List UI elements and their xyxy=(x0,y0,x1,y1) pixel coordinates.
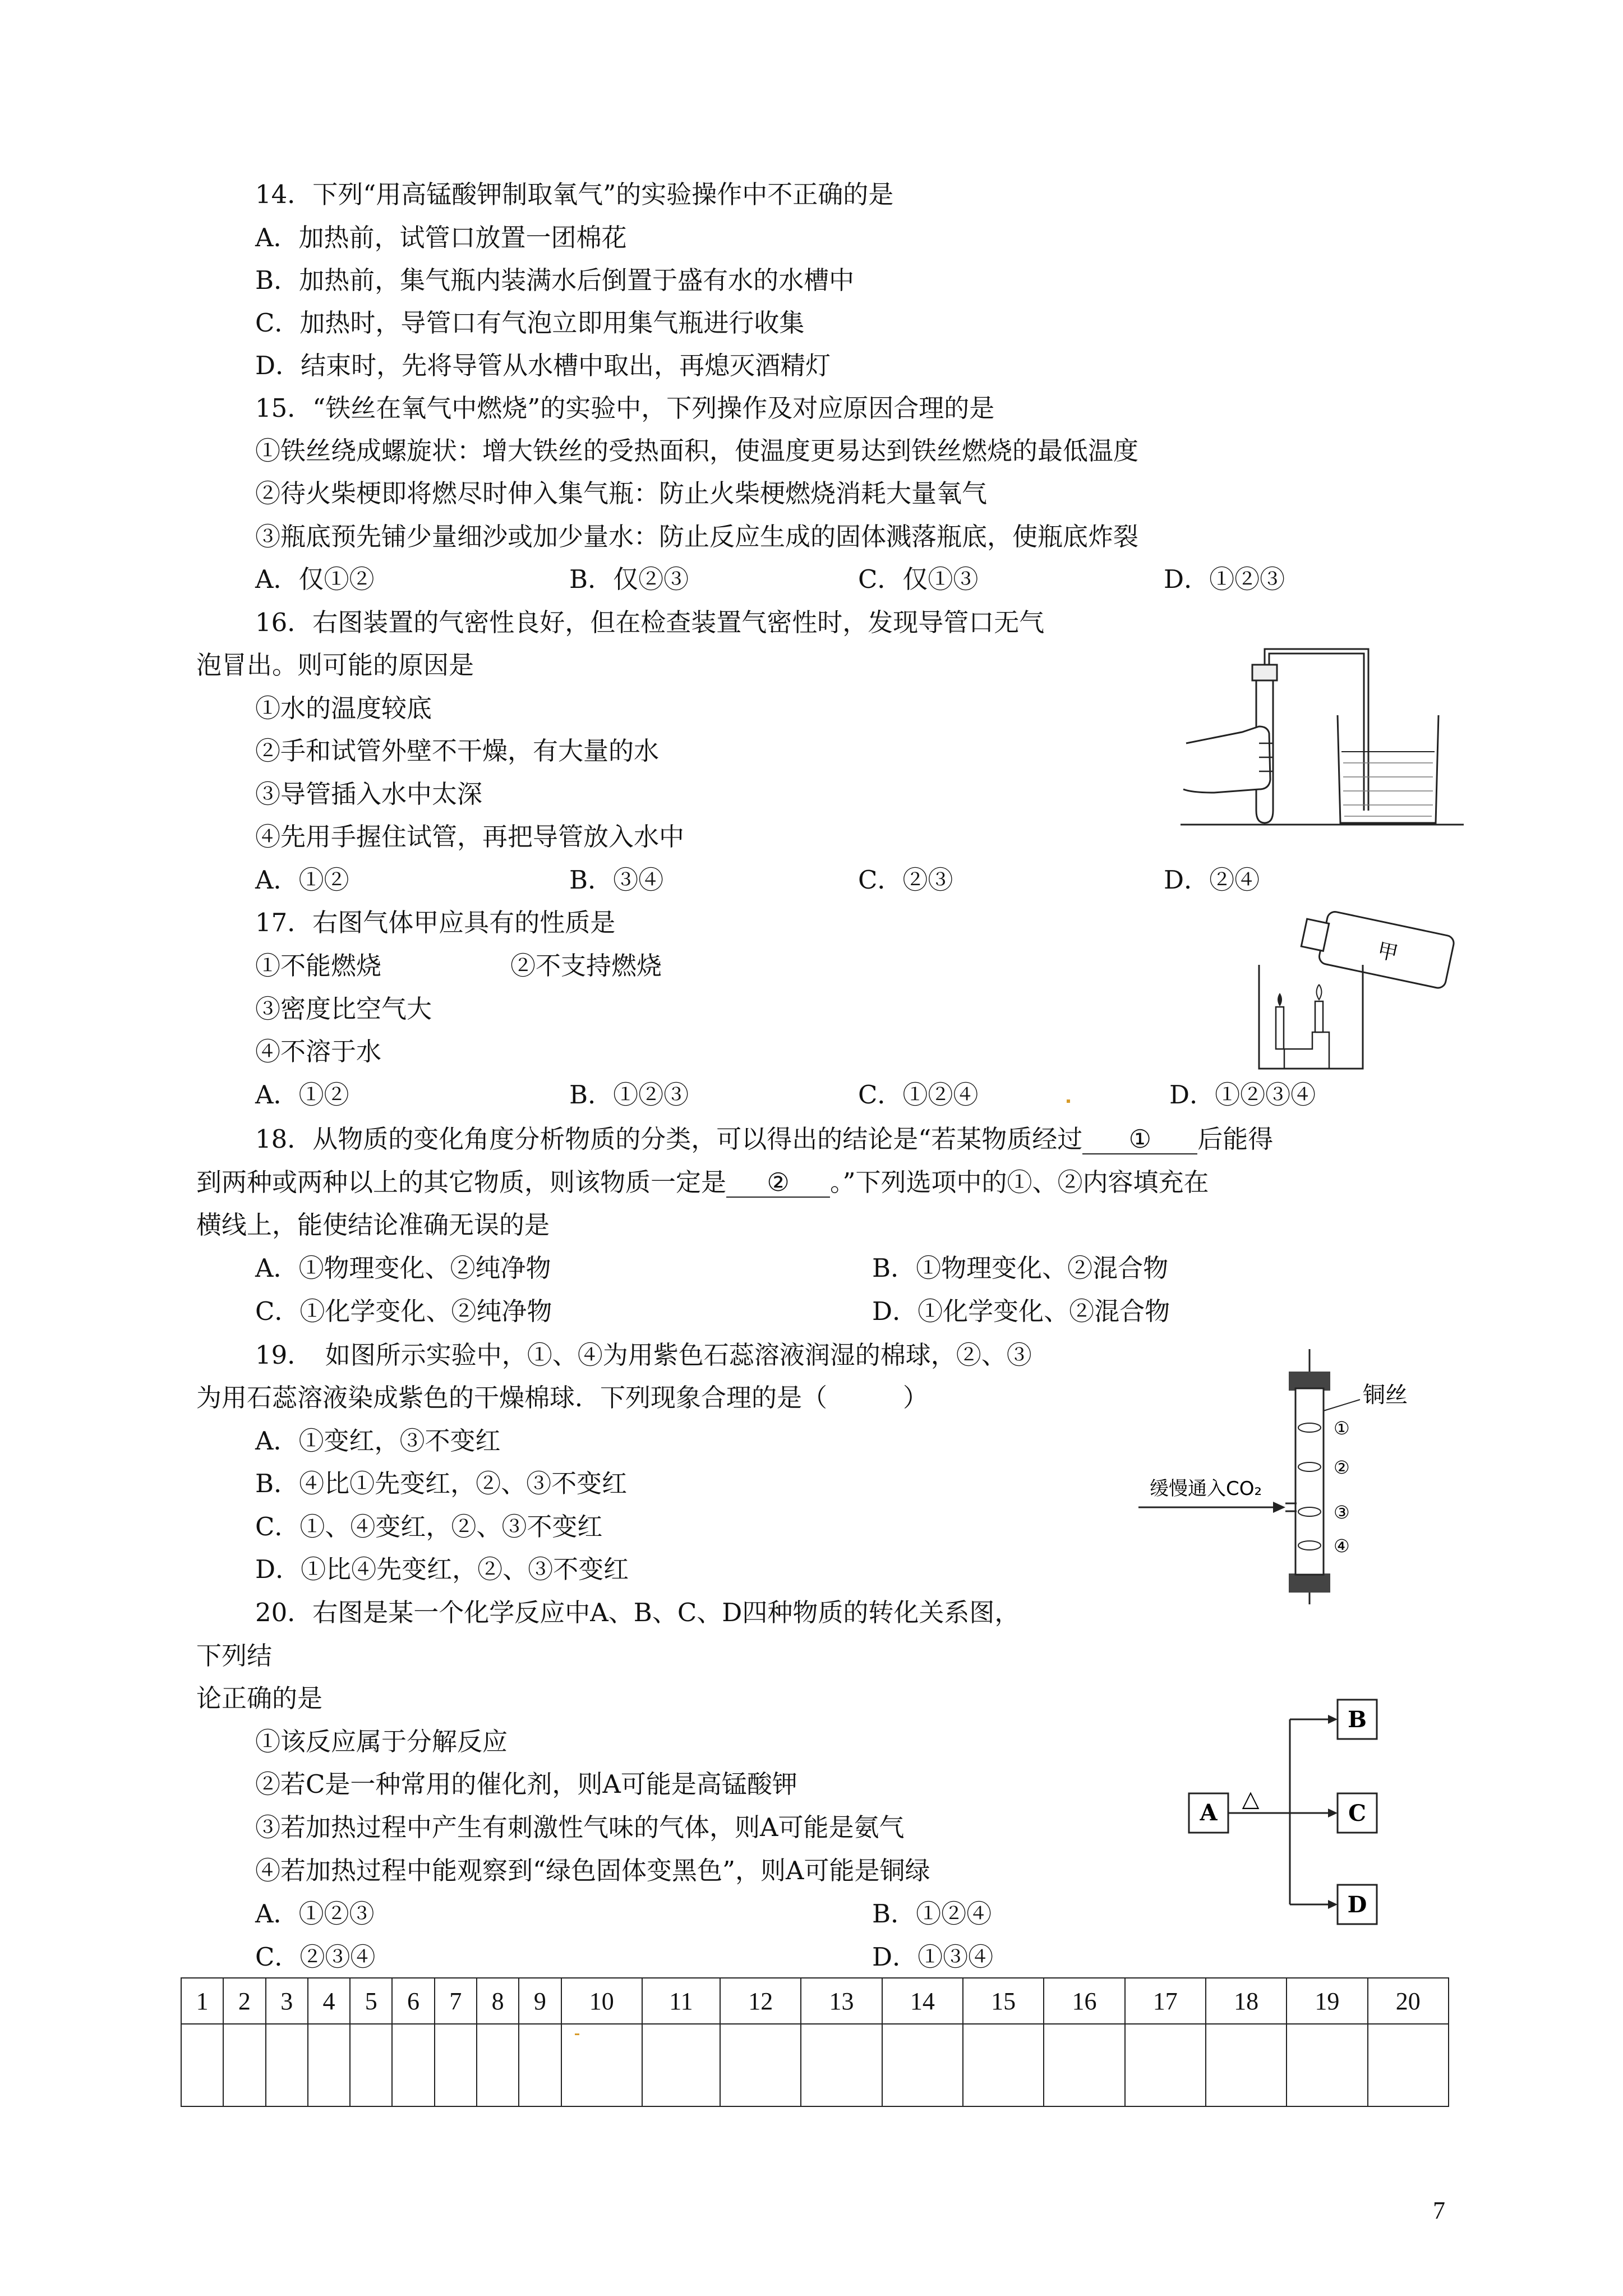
q19-option-a: A．①变红，③不变红 xyxy=(255,1426,501,1456)
q17-statement-3: ③密度比空气大 xyxy=(255,994,432,1024)
q19-option-b: B．④比①先变红，②、③不变红 xyxy=(255,1469,628,1498)
answer-cell[interactable] xyxy=(519,2024,561,2106)
answer-cell[interactable] xyxy=(963,2024,1044,2106)
q20-option-a: A．①②③ xyxy=(255,1899,375,1929)
q17-gas-pouring-figure xyxy=(1251,909,1458,1071)
answer-number: 17 xyxy=(1125,1978,1206,2024)
q17-option-d: D．①②③④ xyxy=(1169,1080,1316,1110)
q17-option-b: B．①②③ xyxy=(569,1080,689,1110)
q17-option-c: C．①②④ xyxy=(858,1080,979,1110)
gas-label: 甲 xyxy=(1375,939,1400,966)
q18-line2 xyxy=(196,1166,1209,1199)
q16-statement-2: ②手和试管外壁不干燥，有大量的水 xyxy=(255,736,660,766)
q20-stem-line2: 下列结 xyxy=(196,1641,273,1671)
q19-option-d: D．①比④先变红，②、③不变红 xyxy=(255,1554,629,1584)
ball-1-label: ① xyxy=(1334,1418,1350,1439)
q15-statement-2: ②待火柴梗即将燃尽时伸入集气瓶：防止火柴梗燃烧消耗大量氧气 xyxy=(255,478,988,508)
answer-cell[interactable] xyxy=(266,2024,308,2106)
q14-option-c: C．加热时，导管口有气泡立即用集气瓶进行收集 xyxy=(255,308,805,338)
q18-blank-1: ① xyxy=(1082,1125,1197,1154)
answer-number: 2 xyxy=(223,1978,265,2024)
heat-symbol: △ xyxy=(1242,1786,1260,1812)
q15-option-b: B．仅②③ xyxy=(569,564,689,594)
q14-option-d: D．结束时，先将导管从水槽中取出，再熄灭酒精灯 xyxy=(255,351,831,380)
answer-cell[interactable] xyxy=(223,2024,265,2106)
answer-number: 10 xyxy=(561,1978,642,2024)
answer-number: 16 xyxy=(1044,1978,1124,2024)
stray-mark xyxy=(1067,1099,1070,1103)
q18-line1-start: 18．从物质的变化角度分析物质的分类，可以得出的结论是“若某物质经过 xyxy=(255,1124,1083,1154)
q15-option-d: D．①②③ xyxy=(1164,564,1285,594)
page-number: 7 xyxy=(1433,2197,1445,2224)
answer-cell[interactable] xyxy=(1368,2024,1449,2106)
co2-inlet-label: 缓慢通入CO₂ xyxy=(1150,1478,1262,1500)
answer-number: 5 xyxy=(350,1978,392,2024)
copper-wire-label: 铜丝 xyxy=(1363,1382,1408,1408)
q20-statement-2: ②若C是一种常用的催化剂，则A可能是高锰酸钾 xyxy=(255,1769,797,1799)
q17-statement-2: ②不支持燃烧 xyxy=(510,951,662,981)
q14-stem: 14．下列“用高锰酸钾制取氧气”的实验操作中不正确的是 xyxy=(255,180,894,209)
q18-option-c: C．①化学变化、②纯净物 xyxy=(255,1296,552,1326)
q14-option-a: A．加热前，试管口放置一团棉花 xyxy=(255,223,627,252)
answer-cell[interactable] xyxy=(181,2024,223,2106)
box-c-label: C xyxy=(1348,1800,1366,1826)
answer-cell[interactable] xyxy=(801,2024,882,2106)
gas-bottle-candles-illustration xyxy=(1251,909,1458,1071)
answer-cell[interactable] xyxy=(561,2024,642,2106)
answer-number: 11 xyxy=(642,1978,720,2024)
q17-statement-4: ④不溶于水 xyxy=(255,1037,382,1066)
q16-option-d: D．②④ xyxy=(1164,865,1260,895)
q17-option-a: A．①② xyxy=(255,1080,349,1110)
q19-option-c: C．①、④变红，②、③不变红 xyxy=(255,1512,603,1542)
q16-option-c: C．②③ xyxy=(858,865,953,895)
answer-number: 6 xyxy=(392,1978,434,2024)
test-tube-beaker-illustration xyxy=(1181,642,1464,827)
answer-number: 20 xyxy=(1368,1978,1449,2024)
answer-number: 7 xyxy=(435,1978,477,2024)
answer-table-header-row xyxy=(181,1978,1449,2024)
answer-number: 3 xyxy=(266,1978,308,2024)
ball-4-label: ④ xyxy=(1334,1535,1350,1557)
answer-cell[interactable] xyxy=(1125,2024,1206,2106)
q17-stem: 17．右图气体甲应具有的性质是 xyxy=(255,908,616,937)
q20-option-d: D．①③④ xyxy=(872,1942,994,1972)
q20-reaction-diagram xyxy=(1183,1691,1436,1927)
answer-number: 13 xyxy=(801,1978,882,2024)
q18-option-a: A．①物理变化、②纯净物 xyxy=(255,1253,551,1283)
q15-stem: 15．“铁丝在氧气中燃烧”的实验中，下列操作及对应原因合理的是 xyxy=(255,393,995,423)
q20-statement-3: ③若加热过程中产生有刺激性气味的气体，则A可能是氨气 xyxy=(255,1812,905,1842)
q15-statement-1: ①铁丝绕成螺旋状：增大铁丝的受热面积，使温度更易达到铁丝燃烧的最低温度 xyxy=(255,436,1139,466)
answer-number: 14 xyxy=(882,1978,963,2024)
q20-stem-line1: 20．右图是某一个化学反应中A、B、C、D四种物质的转化关系图， xyxy=(255,1598,1020,1627)
q20-option-b: B．①②④ xyxy=(872,1899,992,1929)
q16-statement-1: ①水的温度较底 xyxy=(255,693,432,723)
co2-glass-tube-illustration xyxy=(1138,1349,1441,1604)
q18-line2-end: 。”下列选项中的①、②内容填充在 xyxy=(830,1167,1209,1197)
q16-option-a: A．①② xyxy=(255,865,349,895)
ball-3-label: ③ xyxy=(1334,1502,1350,1523)
q16-airtightness-figure xyxy=(1181,642,1464,827)
q19-co2-tube-figure xyxy=(1138,1349,1441,1604)
answer-number: 8 xyxy=(477,1978,519,2024)
answer-cell[interactable] xyxy=(1287,2024,1367,2106)
box-d-label: D xyxy=(1347,1892,1367,1918)
answer-number: 19 xyxy=(1287,1978,1367,2024)
box-b-label: B xyxy=(1348,1706,1367,1733)
q19-stem-line2: 为用石蕊溶液染成紫色的干燥棉球．下列现象合理的是（ ） xyxy=(196,1383,929,1412)
q18-option-b: B．①物理变化、②混合物 xyxy=(872,1253,1169,1283)
q18-option-d: D．①化学变化、②混合物 xyxy=(872,1296,1170,1326)
answer-cell[interactable] xyxy=(477,2024,519,2106)
reaction-flow-diagram xyxy=(1183,1691,1436,1927)
q16-stem-line2: 泡冒出。则可能的原因是 xyxy=(196,650,474,680)
q15-option-a: A．仅①② xyxy=(255,564,375,594)
q20-statement-4: ④若加热过程中能观察到“绿色固体变黑色”，则A可能是铜绿 xyxy=(255,1856,930,1885)
answer-table xyxy=(181,1977,1449,2107)
q16-statement-3: ③导管插入水中太深 xyxy=(255,779,483,809)
q16-option-b: B．③④ xyxy=(569,865,664,895)
answer-number: 9 xyxy=(519,1978,561,2024)
q18-blank-2: ② xyxy=(726,1168,830,1198)
stray-mark xyxy=(575,2033,579,2035)
q18-line1 xyxy=(255,1122,1273,1156)
q15-statement-3: ③瓶底预先铺少量细沙或加少量水：防止反应生成的固体溅落瓶底，使瓶底炸裂 xyxy=(255,522,1139,551)
answer-cell[interactable] xyxy=(642,2024,720,2106)
answer-cell[interactable] xyxy=(1044,2024,1124,2106)
q16-statement-4: ④先用手握住试管，再把导管放入水中 xyxy=(255,822,685,852)
answer-cell[interactable] xyxy=(1206,2024,1287,2106)
q18-line2-start: 到两种或两种以上的其它物质，则该物质一定是 xyxy=(196,1167,727,1197)
answer-cell[interactable] xyxy=(350,2024,392,2106)
q18-line1-end: 后能得 xyxy=(1197,1124,1274,1154)
box-a-label: A xyxy=(1200,1800,1218,1826)
answer-number: 15 xyxy=(963,1978,1044,2024)
answer-number: 18 xyxy=(1206,1978,1287,2024)
q17-statement-1: ①不能燃烧 xyxy=(255,951,382,981)
answer-cell[interactable] xyxy=(720,2024,801,2106)
q19-stem-line1: 19． 如图所示实验中，①、④为用紫色石蕊溶液润湿的棉球，②、③ xyxy=(255,1340,1032,1370)
answer-cell[interactable] xyxy=(435,2024,477,2106)
q20-option-c: C．②③④ xyxy=(255,1942,376,1972)
answer-cell[interactable] xyxy=(308,2024,350,2106)
answer-cell[interactable] xyxy=(392,2024,434,2106)
answer-number: 4 xyxy=(308,1978,350,2024)
q20-stem-line3: 论正确的是 xyxy=(196,1683,323,1713)
q14-option-b: B．加热前，集气瓶内装满水后倒置于盛有水的水槽中 xyxy=(255,265,855,295)
ball-2-label: ② xyxy=(1334,1457,1350,1478)
answer-number: 12 xyxy=(720,1978,801,2024)
answer-number: 1 xyxy=(181,1978,223,2024)
answer-table-blank-row xyxy=(181,2024,1449,2106)
answer-cell[interactable] xyxy=(882,2024,963,2106)
q18-line3: 横线上，能使结论准确无误的是 xyxy=(196,1210,550,1240)
q20-statement-1: ①该反应属于分解反应 xyxy=(255,1727,508,1756)
q16-stem-line1: 16．右图装置的气密性良好，但在检查装置气密性时，发现导管口无气 xyxy=(255,608,1045,637)
q15-option-c: C．仅①③ xyxy=(858,564,979,594)
